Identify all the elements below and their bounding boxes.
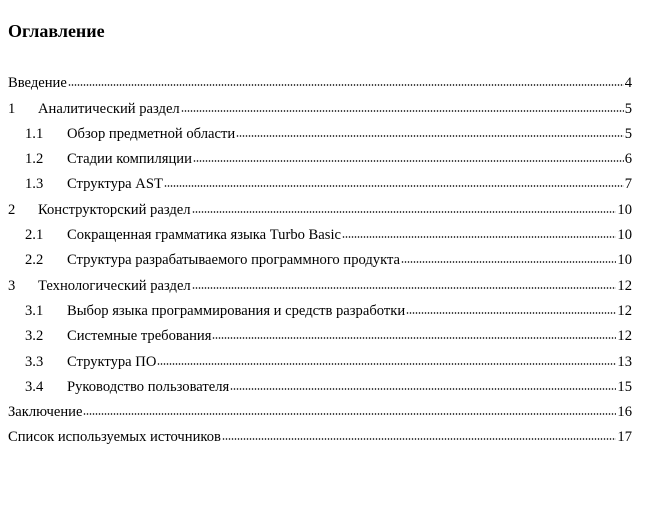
toc-entry-title: Руководство пользователя — [67, 378, 230, 395]
toc-dot-leader — [193, 160, 624, 162]
toc-entry-section-2[interactable] — [8, 193, 632, 218]
toc-entry-title: Список используемых источников — [8, 429, 221, 446]
toc-entry-title: Стадии компиляции — [67, 151, 192, 168]
table-of-contents — [8, 67, 632, 446]
toc-dot-leader — [192, 211, 617, 213]
toc-entry-page: 4 — [624, 75, 632, 92]
toc-title: Оглавление — [8, 21, 105, 41]
toc-dot-leader — [83, 413, 616, 415]
toc-entry-page: 10 — [617, 252, 632, 269]
toc-entry-number: 3.3 — [25, 353, 44, 370]
toc-entry-section-3-1[interactable] — [8, 295, 632, 320]
toc-entry-section-1-3[interactable] — [8, 168, 632, 193]
toc-dot-leader — [406, 312, 616, 314]
toc-entry-title: Обзор предметной области — [67, 125, 236, 142]
toc-entry-title: Системные требования — [67, 328, 212, 345]
toc-entry-section-3-4[interactable] — [8, 371, 632, 396]
toc-entry-section-2-2[interactable] — [8, 244, 632, 269]
toc-dot-leader — [212, 337, 616, 339]
toc-dot-leader — [342, 236, 616, 238]
toc-entry-number: 1.2 — [25, 151, 44, 168]
toc-entry-section-3-3[interactable] — [8, 345, 632, 370]
toc-entry-page: 12 — [617, 328, 632, 345]
toc-entry-title: Заключение — [8, 404, 83, 421]
toc-entry-page: 15 — [617, 378, 632, 395]
toc-entry-title: Структура ПО — [67, 353, 157, 370]
toc-entry-number: 3 — [8, 277, 16, 294]
toc-dot-leader — [230, 388, 616, 390]
toc-entry-title: Конструкторский раздел — [38, 201, 191, 218]
toc-dot-leader — [68, 84, 624, 86]
toc-entry-section-1-1[interactable] — [8, 118, 632, 143]
toc-entry-number: 3.1 — [25, 302, 44, 319]
toc-entry-conclusion[interactable] — [8, 396, 632, 421]
toc-entry-number: 2.1 — [25, 227, 44, 244]
toc-dot-leader — [401, 261, 616, 263]
toc-entry-title: Введение — [8, 75, 67, 92]
toc-entry-title: Технологический раздел — [38, 277, 191, 294]
toc-entry-number: 1.1 — [25, 125, 44, 142]
toc-entry-section-3-2[interactable] — [8, 320, 632, 345]
toc-entry-introduction[interactable] — [8, 67, 632, 92]
toc-entry-page: 12 — [617, 277, 632, 294]
toc-entry-page: 13 — [617, 353, 632, 370]
toc-entry-page: 5 — [624, 100, 632, 117]
toc-dot-leader — [181, 110, 624, 112]
toc-entry-number: 3.2 — [25, 328, 44, 345]
toc-entry-page: 6 — [624, 151, 632, 168]
toc-dot-leader — [157, 363, 616, 365]
toc-dot-leader — [192, 287, 617, 289]
toc-entry-page: 12 — [617, 302, 632, 319]
toc-entry-number: 1.3 — [25, 176, 44, 193]
toc-dot-leader — [222, 438, 616, 440]
toc-entry-section-2-1[interactable] — [8, 219, 632, 244]
toc-entry-section-1-2[interactable] — [8, 143, 632, 168]
toc-entry-section-3[interactable] — [8, 269, 632, 294]
toc-dot-leader — [164, 185, 624, 187]
toc-entry-page: 7 — [624, 176, 632, 193]
toc-dot-leader — [236, 135, 624, 137]
toc-entry-page: 16 — [617, 404, 632, 421]
toc-entry-title: Структура AST — [67, 176, 163, 193]
toc-entry-title: Аналитический раздел — [38, 100, 180, 117]
toc-entry-page: 10 — [617, 201, 632, 218]
toc-entry-number: 2.2 — [25, 252, 44, 269]
toc-entry-references[interactable] — [8, 421, 632, 446]
toc-entry-number: 3.4 — [25, 378, 44, 395]
toc-entry-title: Структура разрабатываемого программного продукта — [67, 252, 401, 269]
toc-entry-title: Сокращенная грамматика языка Turbo Basic — [67, 227, 341, 244]
toc-entry-number: 2 — [8, 201, 16, 218]
toc-entry-page: 5 — [624, 125, 632, 142]
toc-entry-page: 17 — [617, 429, 632, 446]
toc-entry-number: 1 — [8, 100, 16, 117]
toc-entry-page: 10 — [617, 227, 632, 244]
toc-entry-title: Выбор языка программирования и средств разработки — [67, 302, 406, 319]
toc-entry-section-1[interactable] — [8, 92, 632, 117]
